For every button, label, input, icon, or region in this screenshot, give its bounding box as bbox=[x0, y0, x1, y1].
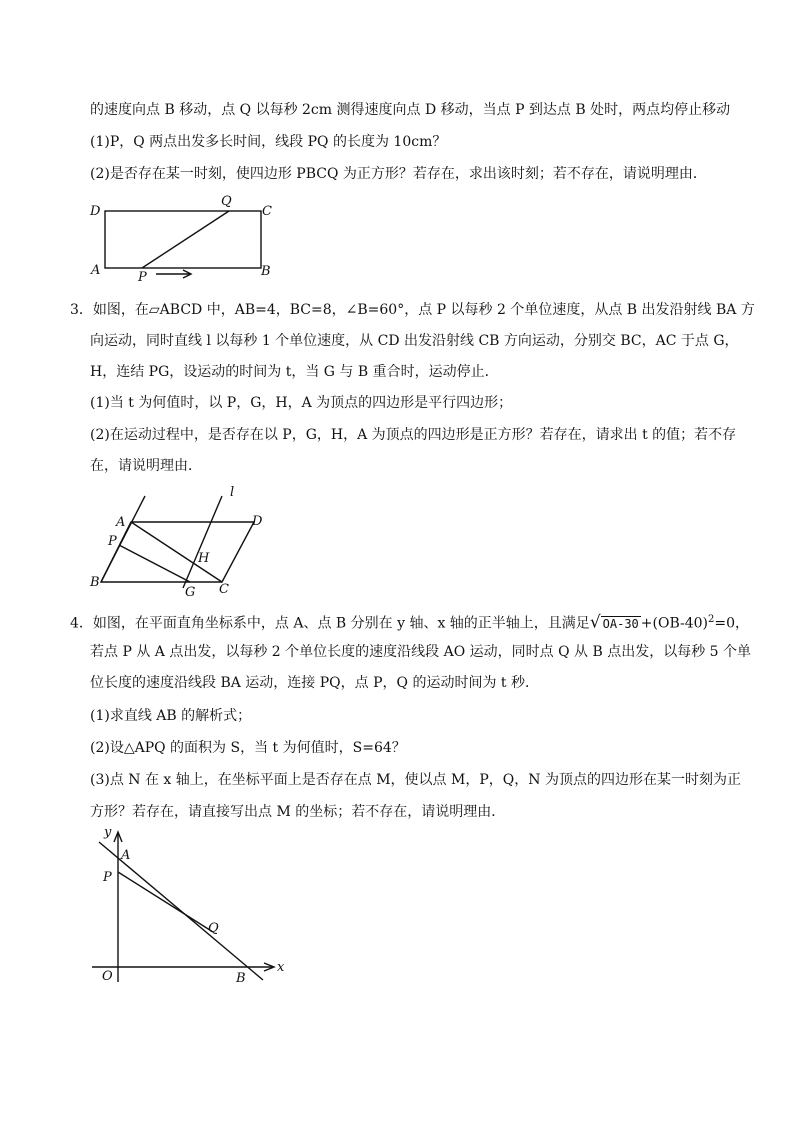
q4-text-line2: 若点 P 从 A 点出发，以每秒 2 个单位长度的速度沿线段 AO 运动，同时点 Q 从 B 点出发，以每秒 5 个单 bbox=[90, 644, 751, 660]
label-d: D bbox=[90, 204, 101, 219]
label-p: P bbox=[108, 534, 117, 549]
sqrt-radicand: OA-30 bbox=[602, 616, 639, 631]
q4-part1: (1)求直线 AB 的解析式； bbox=[90, 708, 252, 724]
exponent-2: 2 bbox=[708, 614, 715, 625]
q4-squared-term: +(OB-40) bbox=[640, 615, 709, 632]
q3-part2-line1: (2)在运动过程中，是否存在以 P，G，H，A 为顶点的四边形是正方形？若存在，请求出 t 的值；若不存 bbox=[90, 427, 737, 443]
label-p: P bbox=[138, 270, 147, 285]
segment-pg bbox=[119, 545, 190, 582]
label-y: y bbox=[104, 825, 112, 840]
q4-part3-line1: (3)点 N 在 x 轴上，在坐标平面上是否存在点 M，使以点 M，P，Q，N 为顶点的四边形在某一时刻为正 bbox=[90, 772, 741, 788]
line-l bbox=[183, 496, 222, 588]
q4-text-line1-start: 4．如图，在平面直角坐标系中，点 A、点 B 分别在 y 轴、x 轴的正半轴上，且满足 bbox=[70, 615, 590, 632]
q3-text-line2: 向运动，同时直线 l 以每秒 1 个单位速度，从 CD 出发沿射线 CB 方向运动，分别交 BC，AC 于点 G， bbox=[90, 333, 739, 349]
label-a: A bbox=[91, 263, 101, 278]
q3-part1: (1)当 t 为何值时，以 P，G，H，A 为顶点的四边形是平行四边形； bbox=[90, 395, 513, 411]
q3-part2-line2: 在，请说明理由． bbox=[90, 458, 202, 474]
q3-parallelogram-figure bbox=[86, 482, 286, 600]
q4-text-line3: 位长度的速度沿线段 BA 运动，连接 PQ，点 P，Q 的运动时间为 t 秒． bbox=[90, 675, 539, 691]
q3-text-line1: 3．如图，在▱ABCD 中，AB=4，BC=8，∠B=60°，点 P 以每秒 2 个单位速度，从点 B 出发沿射线 BA 方 bbox=[70, 302, 755, 318]
label-d: D bbox=[252, 514, 263, 529]
label-c: C bbox=[219, 582, 229, 597]
label-a: A bbox=[121, 848, 131, 863]
segment-pq bbox=[142, 211, 229, 268]
q4-part2: (2)设△APQ 的面积为 S，当 t 为何值时，S=64？ bbox=[90, 740, 406, 756]
q4-part3-line2: 方形？若存在，请直接写出点 M 的坐标；若不存在，请说明理由． bbox=[90, 804, 506, 820]
q2-part1: (1)P，Q 两点出发多长时间，线段 PQ 的长度为 10cm？ bbox=[90, 134, 447, 150]
label-x: x bbox=[277, 960, 285, 975]
label-c: C bbox=[262, 204, 272, 219]
label-l: l bbox=[230, 485, 235, 500]
q4-coordinate-figure bbox=[86, 822, 296, 992]
q2-rectangle-figure bbox=[86, 192, 286, 286]
label-h: H bbox=[198, 551, 210, 566]
label-q: Q bbox=[208, 921, 219, 936]
q4-text-line1-end: =0， bbox=[714, 615, 750, 632]
label-b: B bbox=[236, 971, 246, 986]
label-b: B bbox=[261, 264, 271, 279]
rectangle-abcd bbox=[105, 211, 261, 268]
label-a: A bbox=[116, 515, 126, 530]
sqrt-symbol: √ bbox=[589, 612, 601, 633]
q3-text-line3: H，连结 PG，设运动的时间为 t，当 G 与 B 重合时，运动停止． bbox=[90, 364, 499, 380]
q4-text-line1 bbox=[70, 610, 750, 634]
q2-text-line1: 的速度向点 B 移动，点 Q 以每秒 2cm 测得速度向点 D 移动，当点 P 到达点 B 处时，两点均停止移动 bbox=[90, 102, 731, 118]
label-q: Q bbox=[221, 194, 232, 209]
label-g: G bbox=[185, 585, 196, 600]
q2-part2: (2)是否存在某一时刻，使四边形 PBCQ 为正方形？若存在，求出该时刻；若不存在，请说明理由． bbox=[90, 166, 707, 182]
label-o: O bbox=[102, 969, 113, 984]
label-p: P bbox=[103, 870, 112, 885]
label-b: B bbox=[90, 575, 100, 590]
segment-pq bbox=[118, 872, 213, 932]
